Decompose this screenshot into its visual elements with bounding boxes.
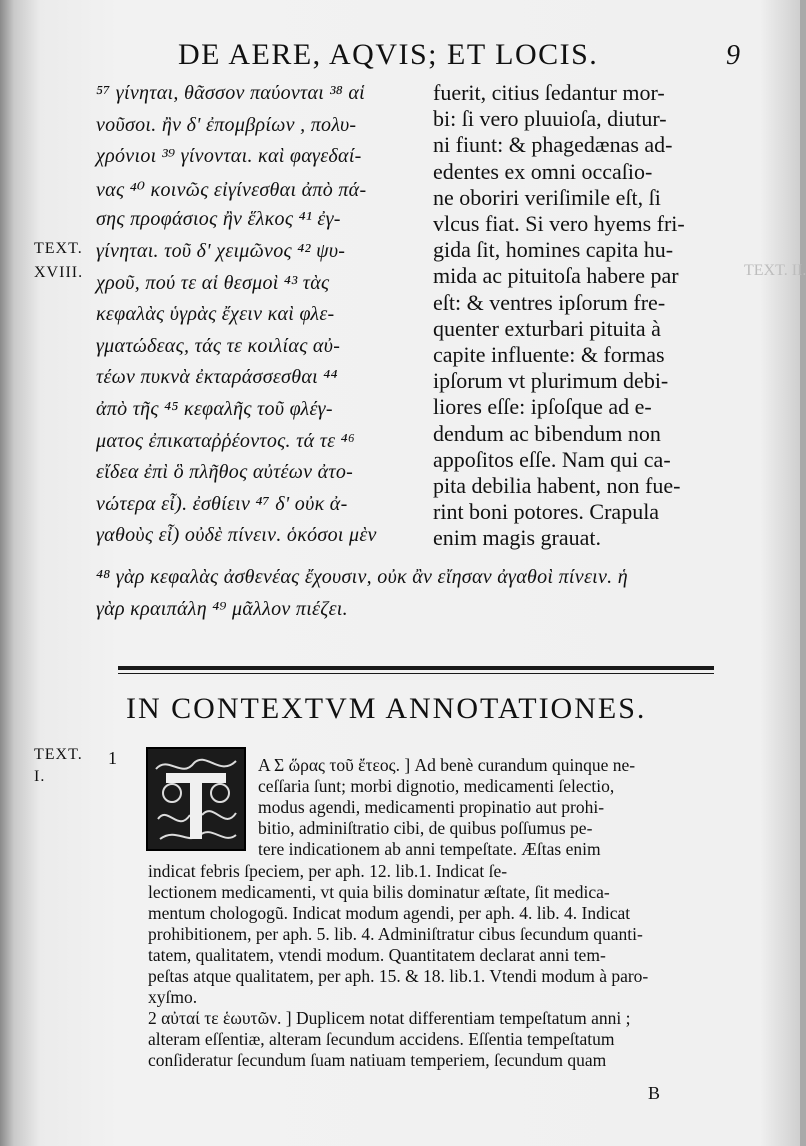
commentary-line-line: tere indicationem ab anni tempeſtate. Æſtas enim	[258, 839, 601, 860]
latin-line-line: appoſitos eſſe. Nam qui ca-	[433, 446, 671, 472]
commentary-line-line: 2 αὐταί τε ἑωυτῶν. ] Duplicem notat differentiam tempeſtatum anni ;	[148, 1008, 631, 1029]
commentary-line-line: alteram eſſentiæ, alteram ſecundum accidens. Eſſentia tempeſtatum	[148, 1029, 615, 1050]
latin-line-line: eſt: & ventres ipſorum fre-	[433, 289, 666, 315]
margin-text-label: TEXT.	[34, 240, 83, 257]
latin-line-line: bi: ſi vero pluuioſa, diutur-	[433, 106, 667, 132]
page-number: 9	[726, 40, 740, 71]
greek-line-line: ⁵⁷ γίνηται, θᾶσσον παύονται ³⁸ αἱ	[96, 82, 365, 104]
commentary-line-line: prohibitionem, per aph. 5. lib. 4. Adminiſtratur cibus ſecundum quanti-	[148, 923, 643, 944]
running-header: DE AERE, AQVIS; ET LOCIS.	[178, 38, 599, 71]
greek-line-line: εἴδεα ἐπὶ ὃ πλῆθος αὐτέων ἀτο-	[96, 461, 354, 484]
ornamental-initial-t-icon	[148, 749, 244, 849]
greek-line-line: ἀπὸ τῆς ⁴⁵ κεφαλῆς τοῦ φλέγ-	[96, 398, 333, 420]
margin-text-numeral: XVIII.	[34, 264, 84, 281]
latin-line-line: dendum ac bibendum non	[433, 420, 661, 446]
commentary-line-line: lectionem medicamenti, vt quia bilis dominatur æſtate, ſit medica-	[148, 881, 610, 902]
margin-text1-label: TEXT.	[34, 746, 83, 763]
latin-line-line: mida ac pituitoſa habere par	[433, 263, 679, 289]
greek-line-line: κεφαλὰς ὑγρὰς ἔχειν καὶ φλε-	[96, 303, 335, 326]
rule-thick	[118, 666, 714, 670]
greek-full-line-line: ⁴⁸ γὰρ κεφαλὰς ἀσθενέας ἔχουσιν, οὐκ ἂν εἴησαν ἀγαθοὶ πίνειν. ἡ	[96, 566, 628, 588]
latin-line-line: quenter exturbari pituita à	[433, 315, 661, 341]
rule-thin	[118, 673, 714, 674]
greek-line-line: γματώδεας, τάς τε κοιλίας αὐ-	[96, 334, 341, 357]
latin-line-line: capite influente: & formas	[433, 342, 665, 367]
commentary-line-line: xyſmo.	[148, 987, 198, 1008]
greek-line-line: ματος ἐπικαταῤῥέοντος. τά τε ⁴⁶	[96, 429, 356, 452]
commentary-line-line: modus agendi, medicamenti propinatio aut prohi-	[258, 797, 605, 818]
latin-line-line: edentes ex omni occaſio-	[433, 158, 653, 184]
greek-line-line: νώτερα εἶ). ἐσθίειν ⁴⁷ δ' οὐκ ἀ-	[96, 492, 348, 515]
latin-line-line: vlcus fiat. Si vero hyems fri-	[433, 211, 685, 236]
greek-line-line: χροῦ, πού τε αἱ θεσμοὶ ⁴³ τὰς	[96, 271, 330, 294]
latin-line-line: fuerit, citius ſedantur mor-	[433, 80, 665, 105]
ornamental-initial	[146, 747, 246, 851]
commentary-line-line: tatem, qualitatem, vtendi modum. Quantitatem declarat anni tem-	[148, 944, 606, 965]
latin-line-line: liores eſſe: ipſoſque ad e-	[433, 394, 652, 420]
commentary-line-line: ceſſaria ſunt; morbi dignotio, medicamenti ſelectio,	[258, 776, 615, 797]
margin-text1-numeral: I.	[34, 768, 46, 785]
commentary-line-line: A Σ ὥρας τοῦ ἔτεος. ] Ad benè curandum quinque ne-	[258, 755, 636, 775]
greek-line-line: σης προφάσιος ἢν ἕλκος ⁴¹ ἐγ-	[96, 208, 341, 231]
commentary-line-line: indicat febris ſpeciem, per aph. 12. lib.1. Indicat ſe-	[148, 860, 508, 881]
greek-line-line: γίνηται. τοῦ δ' χειμῶνος ⁴² ψυ-	[96, 240, 346, 262]
greek-line-line: νας ⁴⁰ κοινῶς εἰγίνεσθαι ἀπὸ πά-	[96, 178, 367, 201]
bleed-through-margin: TEXT. II.	[744, 262, 806, 279]
signature-mark: B	[648, 1083, 661, 1103]
latin-line-line: rint boni potores. Crapula	[433, 499, 660, 525]
commentary-line-line: mentum chologogũ. Indicat modum agendi, per aph. 4. lib. 4. Indicat	[148, 902, 631, 923]
latin-line-line: ne oboriri veriſimile eſt, ſi	[433, 184, 661, 210]
greek-line-line: γαθοὺς εἶ) οὐδὲ πίνειν. ὁκόσοι μὲν	[96, 524, 377, 547]
latin-line-line: ni fiunt: & phagedænas ad-	[433, 132, 673, 158]
note-number: 1	[108, 748, 117, 768]
greek-line-line: νοῦσοι. ἢν δ' ἐπομβρίων , πολυ-	[96, 113, 357, 136]
latin-line-line: enim magis grauat.	[433, 525, 602, 551]
greek-line-line: τέων πυκνὰ ἐκταράσσεσθαι ⁴⁴	[96, 366, 338, 389]
commentary-line-line: peſtas atque qualitatem, per aph. 15. & 18. lib.1. Vtendi modum à paro-	[148, 966, 649, 986]
latin-line-line: gida ſit, homines capita hu-	[433, 237, 674, 263]
greek-line-line: χρόνιοι ³⁹ γίνονται. καὶ φαγεδαί-	[96, 145, 362, 168]
latin-line-line: ipſorum vt plurimum debi-	[433, 368, 669, 394]
latin-line-line: pita debilia habent, non fue-	[433, 473, 681, 498]
section-title: IN CONTEXTVM ANNOTATIONES.	[126, 692, 647, 725]
commentary-line-line: bitio, adminiſtratio cibi, de quibus poſſumus pe-	[258, 818, 593, 839]
commentary-line-line: conſideratur ſecundum ſuam natiuam temperiem, ſecundum quam	[148, 1050, 607, 1071]
greek-full-line-line: γὰρ κραιπάλη ⁴⁹ μᾶλλον πιέζει.	[96, 597, 348, 620]
